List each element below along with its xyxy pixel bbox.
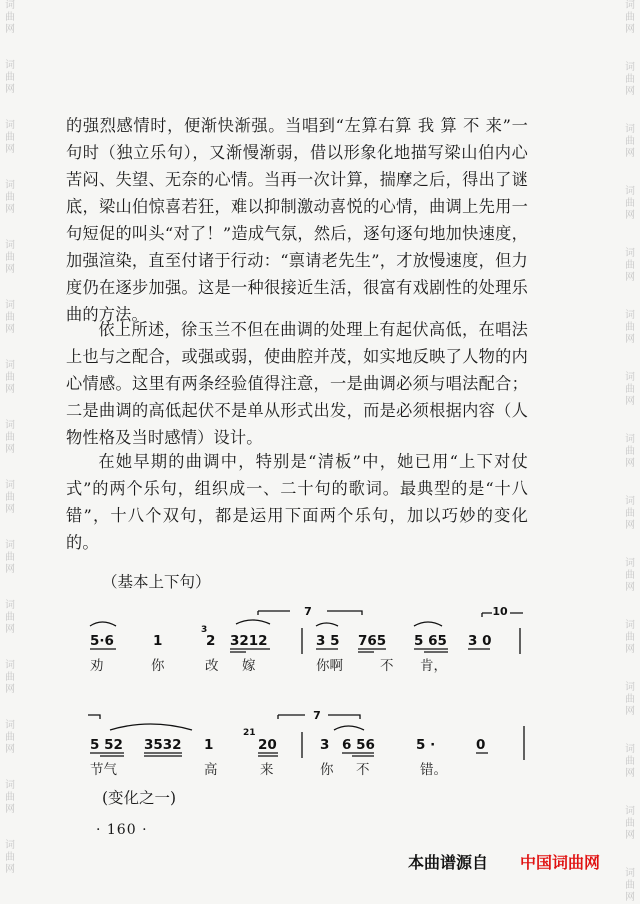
bracket-7-label-line2: 7 — [313, 709, 321, 722]
watermark-text: 词 曲 网 — [5, 120, 15, 155]
watermark-text: 词 曲 网 — [625, 372, 635, 407]
lyric-line2-4: 你 — [320, 762, 334, 778]
paragraph-1: 的强烈感情时，便渐快渐强。当唱到“左算右算 我 算 不 来”一句时（独立乐句），又渐慢渐弱，借以形象化地描写梁山伯内心苦闷、失望、无奈的心情。当再一次计算，揣摩之后，得出了谜底，梁山伯惊喜若狂，难以抑制激动喜悦的心情，曲调上先用一句短促的叫头“对了！”造成气氛，然后，逐句逐句地加快速度，加强渲染，直至付诸于行动：“禀请老先生”，才放慢速度，但力度仍在逐步加强。这是一种很接近生活，很富有戏剧性的处理乐曲的方法。 — [66, 116, 528, 324]
lyric-line2-6: 错。 — [420, 762, 447, 778]
watermark-text: 词 曲 网 — [5, 420, 15, 455]
note-line1-5: 3 5 — [316, 633, 340, 649]
watermark-text: 词 曲 网 — [5, 720, 15, 755]
watermark-text: 词 曲 网 — [5, 780, 15, 815]
score-svg — [80, 600, 550, 790]
footer-source-text: 本曲谱源自 — [408, 853, 489, 872]
lyric-line1-5: 你啊 — [316, 658, 343, 674]
watermark-text: 词 曲 网 — [5, 660, 15, 695]
bracket-7-label-line1: 7 — [304, 605, 312, 618]
watermark-text: 词 曲 网 — [5, 360, 15, 395]
watermark-left-column — [2, 0, 18, 900]
watermark-text: 词 曲 网 — [625, 62, 635, 97]
watermark-text: 词 曲 网 — [625, 496, 635, 531]
watermark-text: 词 曲 网 — [625, 806, 635, 841]
note-line2-1: 5 52 — [90, 737, 123, 753]
watermark-text: 词 曲 网 — [625, 682, 635, 717]
underline-line2 — [90, 753, 488, 756]
jianpu-score — [80, 600, 550, 790]
note-line1-4: 3212 — [230, 633, 268, 649]
lyric-line1-4: 嫁 — [242, 658, 256, 674]
note-line1-6: 765 — [358, 633, 387, 649]
note-line2-4: 20 — [258, 737, 277, 753]
lyric-line2-3: 来 — [260, 762, 274, 778]
watermark-text: 词 曲 网 — [625, 620, 635, 655]
note-line2-2: 3532 — [144, 737, 182, 753]
bracket-10-label-line1: 10 — [492, 605, 508, 618]
watermark-text: 词 曲 网 — [5, 60, 15, 95]
watermark-text: 词 曲 网 — [625, 124, 635, 159]
lyric-line1-3: 改 — [205, 658, 219, 674]
note-line1-3: 2 — [206, 633, 216, 649]
note-line2-5: 3 — [320, 737, 330, 753]
slur-line2-b — [334, 726, 364, 730]
watermark-text: 词 曲 网 — [5, 300, 15, 335]
slur-line1-d — [414, 622, 442, 626]
watermark-text: 词 曲 网 — [5, 840, 15, 875]
note-line2-3: 1 — [204, 737, 214, 753]
note-line2-8: 0 — [476, 737, 486, 753]
paragraph-3: 在她早期的曲调中，特别是“清板”中，她已用“上下对仗式”的两个乐句，组织成一、二十句的歌词。最典型的是“十八错”，十八个双句，都是运用下面两个乐句，加以巧妙的变化的。 — [66, 452, 528, 552]
lyric-line2-5: 不 — [356, 762, 370, 778]
page-number: · 160 · — [96, 822, 148, 838]
watermark-text: 词 曲 网 — [625, 248, 635, 283]
grace-note-line1: 3 — [201, 625, 208, 635]
paragraph-2: 依上所述，徐玉兰不但在曲调的处理上有起伏高低，在唱法上也与之配合，或强或弱，使曲腔并茂，如实地反映了人物的内心情感。这里有两条经验值得注意，一是曲调必须与唱法配合；二是曲调的高低起伏不是单从形式出发，而是必须根据内容（人物性格及当时感情）设计。 — [66, 320, 528, 447]
watermark-text: 词 曲 网 — [625, 558, 635, 593]
score-label-variation: (变化之一) — [102, 789, 177, 807]
watermark-text: 词 曲 网 — [5, 0, 15, 35]
watermark-text: 词 曲 网 — [5, 540, 15, 575]
watermark-right-column — [622, 0, 638, 903]
note-line2-7: 5 · — [416, 737, 436, 753]
watermark-text: 词 曲 网 — [625, 744, 635, 779]
watermark-text: 词 曲 网 — [5, 240, 15, 275]
watermark-text: 词 曲 网 — [625, 186, 635, 221]
slur-line1-c — [316, 623, 338, 626]
slur-line1-a — [90, 622, 116, 626]
footer-site-link[interactable]: 中国词曲网 — [520, 853, 601, 872]
lyric-line2-2: 高 — [204, 762, 218, 778]
note-line1-2: 1 — [153, 633, 163, 649]
slur-line2-a — [110, 724, 192, 730]
watermark-text: 词 曲 网 — [625, 434, 635, 469]
lyric-line2-1: 节气 — [90, 762, 117, 778]
watermark-text: 词 曲 网 — [5, 600, 15, 635]
watermark-text: 词 曲 网 — [5, 180, 15, 215]
watermark-text: 词 曲 网 — [625, 868, 635, 903]
lyric-line1-1: 劝 — [90, 658, 104, 674]
note-line1-7: 5 65 — [414, 633, 447, 649]
slur-line1-b — [236, 620, 270, 624]
lyric-line1-6: 不 — [380, 658, 394, 674]
watermark-text: 词 曲 网 — [5, 480, 15, 515]
note-line1-8: 3 0 — [468, 633, 492, 649]
note-line1-1: 5·6 — [90, 633, 114, 649]
grace-note-line2: 21 — [243, 728, 256, 738]
watermark-text: 词 曲 网 — [625, 310, 635, 345]
lyric-line1-7: 肯， — [420, 658, 447, 674]
note-line2-6: 6 56 — [342, 737, 375, 753]
score-label-basic: （基本上下句） — [102, 573, 211, 591]
bracket-10-continuation — [88, 715, 100, 719]
underline-line1 — [90, 649, 490, 652]
lyric-line1-2: 你 — [151, 658, 165, 674]
watermark-text: 词 曲 网 — [625, 0, 635, 35]
